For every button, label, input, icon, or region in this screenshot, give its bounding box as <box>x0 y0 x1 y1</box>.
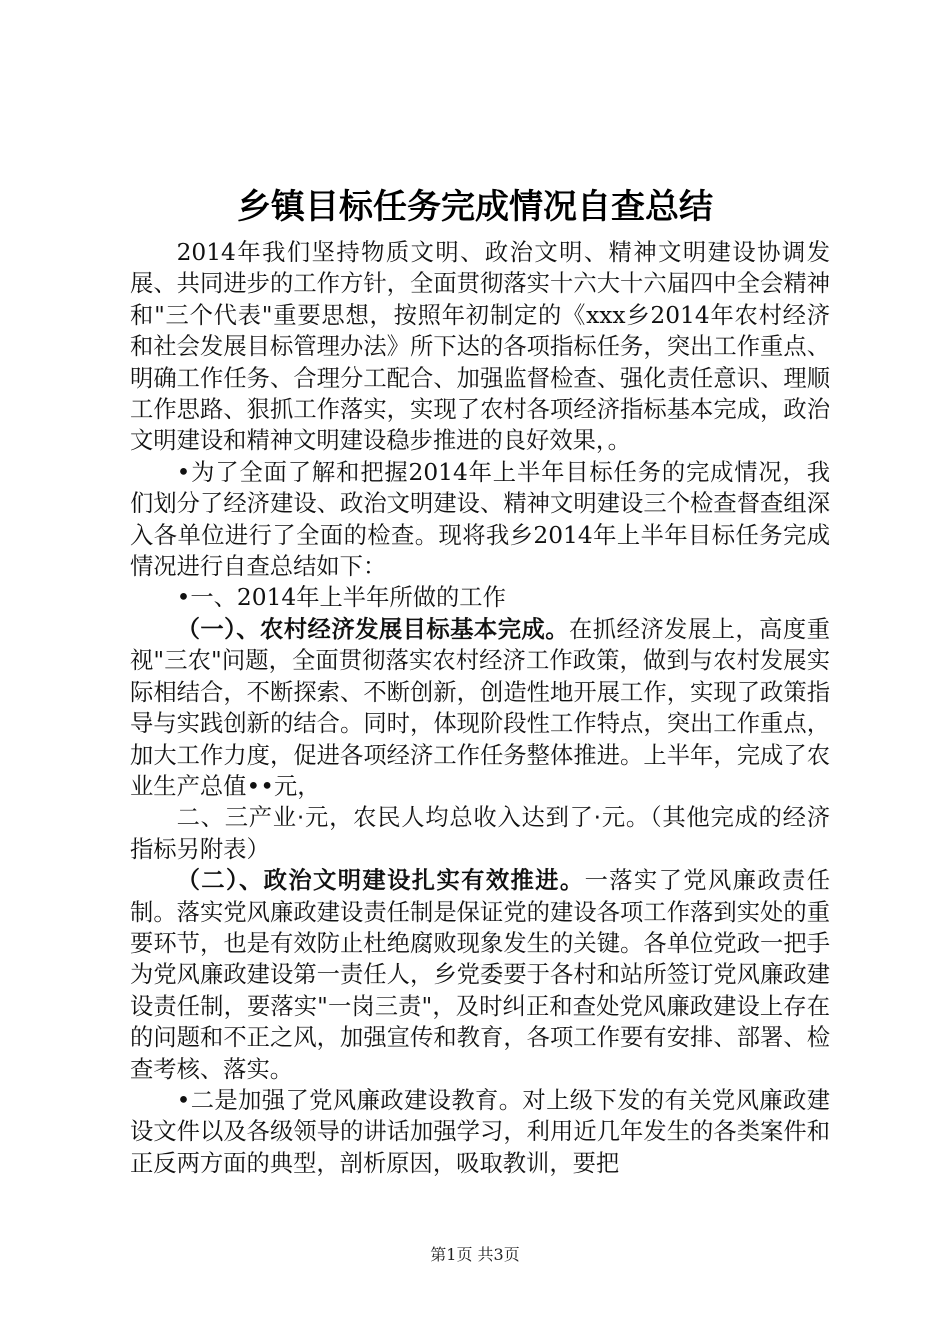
paragraph-industry-heading: 二、三产业·元，农民人均总收入达到了·元。 <box>176 804 650 832</box>
paragraph-economy <box>130 614 830 802</box>
paragraph-political <box>130 865 830 1085</box>
paragraph-industry <box>130 802 830 865</box>
paragraph-political-heading: （二）、政治文明建设扎实有效推进。 <box>176 867 585 895</box>
paragraph-education: •二是加强了党风廉政建设教育。对上级下发的有关党风廉政建设文件以及各级领导的讲话加强学习，利用近几年发生的各类案件和正反两方面的典型，剖析原因，吸取教训，要把 <box>130 1086 830 1177</box>
paragraph-economy-text: 在抓经济发展上，高度重视"三农"问题，全面贯彻落实农村经济工作政策，做到与农村发展实际相结合，不断探索、不断创新，创造性地开展工作，实现了政策指导与实践创新的结合。同时，体现阶段性工作特点，突出工作重点，加大工作力度，促进各项经济工作任务整体推进。上半年，完成了农业生产总值••元， <box>130 615 830 800</box>
section-heading-work-done: •一、2014年上半年所做的工作 <box>176 584 506 612</box>
paragraph-political-text: 一落实了党风廉政责任制。落实党风廉政建设责任制是保证党的建设各项工作落到实处的重要环节，也是有效防止杜绝腐败现象发生的关键。各单位党政一把手为党风廉政建设第一责任人，乡党委要于各村和站所签订党风廉政建设责任制，要落实"一岗三责"，及时纠正和查处党风廉政建设上存在的问题和不正之风，加强宣传和教育，各项工作要有安排、部署、检查考核、落实。 <box>130 867 831 1083</box>
document-body <box>130 237 830 1179</box>
page-footer: 第1页 共3页 <box>430 1245 520 1264</box>
paragraph-economy-heading: （一）、农村经济发展目标基本完成。 <box>176 615 570 643</box>
paragraph-industry-text: （其他完成的经济指标另附表） <box>130 804 830 863</box>
document-title: 乡镇目标任务完成情况自查总结 <box>237 187 713 227</box>
paragraph-purpose: •为了全面了解和把握2014年上半年目标任务的完成情况，我们划分了经济建设、政治文明建设、精神文明建设三个检查督查组深入各单位进行了全面的检查。现将我乡2014年上半年目标任务完成情况进行自查总结如下： <box>130 458 830 581</box>
paragraph-intro: 2014年我们坚持物质文明、政治文明、精神文明建设协调发展、共同进步的工作方针，全面贯彻落实十六大十六届四中全会精神和"三个代表"重要思想，按照年初制定的《xxx乡2014年农村经济和社会发展目标管理办法》所下达的各项指标任务，突出工作重点、明确工作任务、合理分工配合、加强监督检查、强化责任意识、理顺工作思路、狠抓工作落实，实现了农村各项经济指标基本完成，政治文明建设和精神文明建设稳步推进的良好效果，。 <box>130 239 830 455</box>
